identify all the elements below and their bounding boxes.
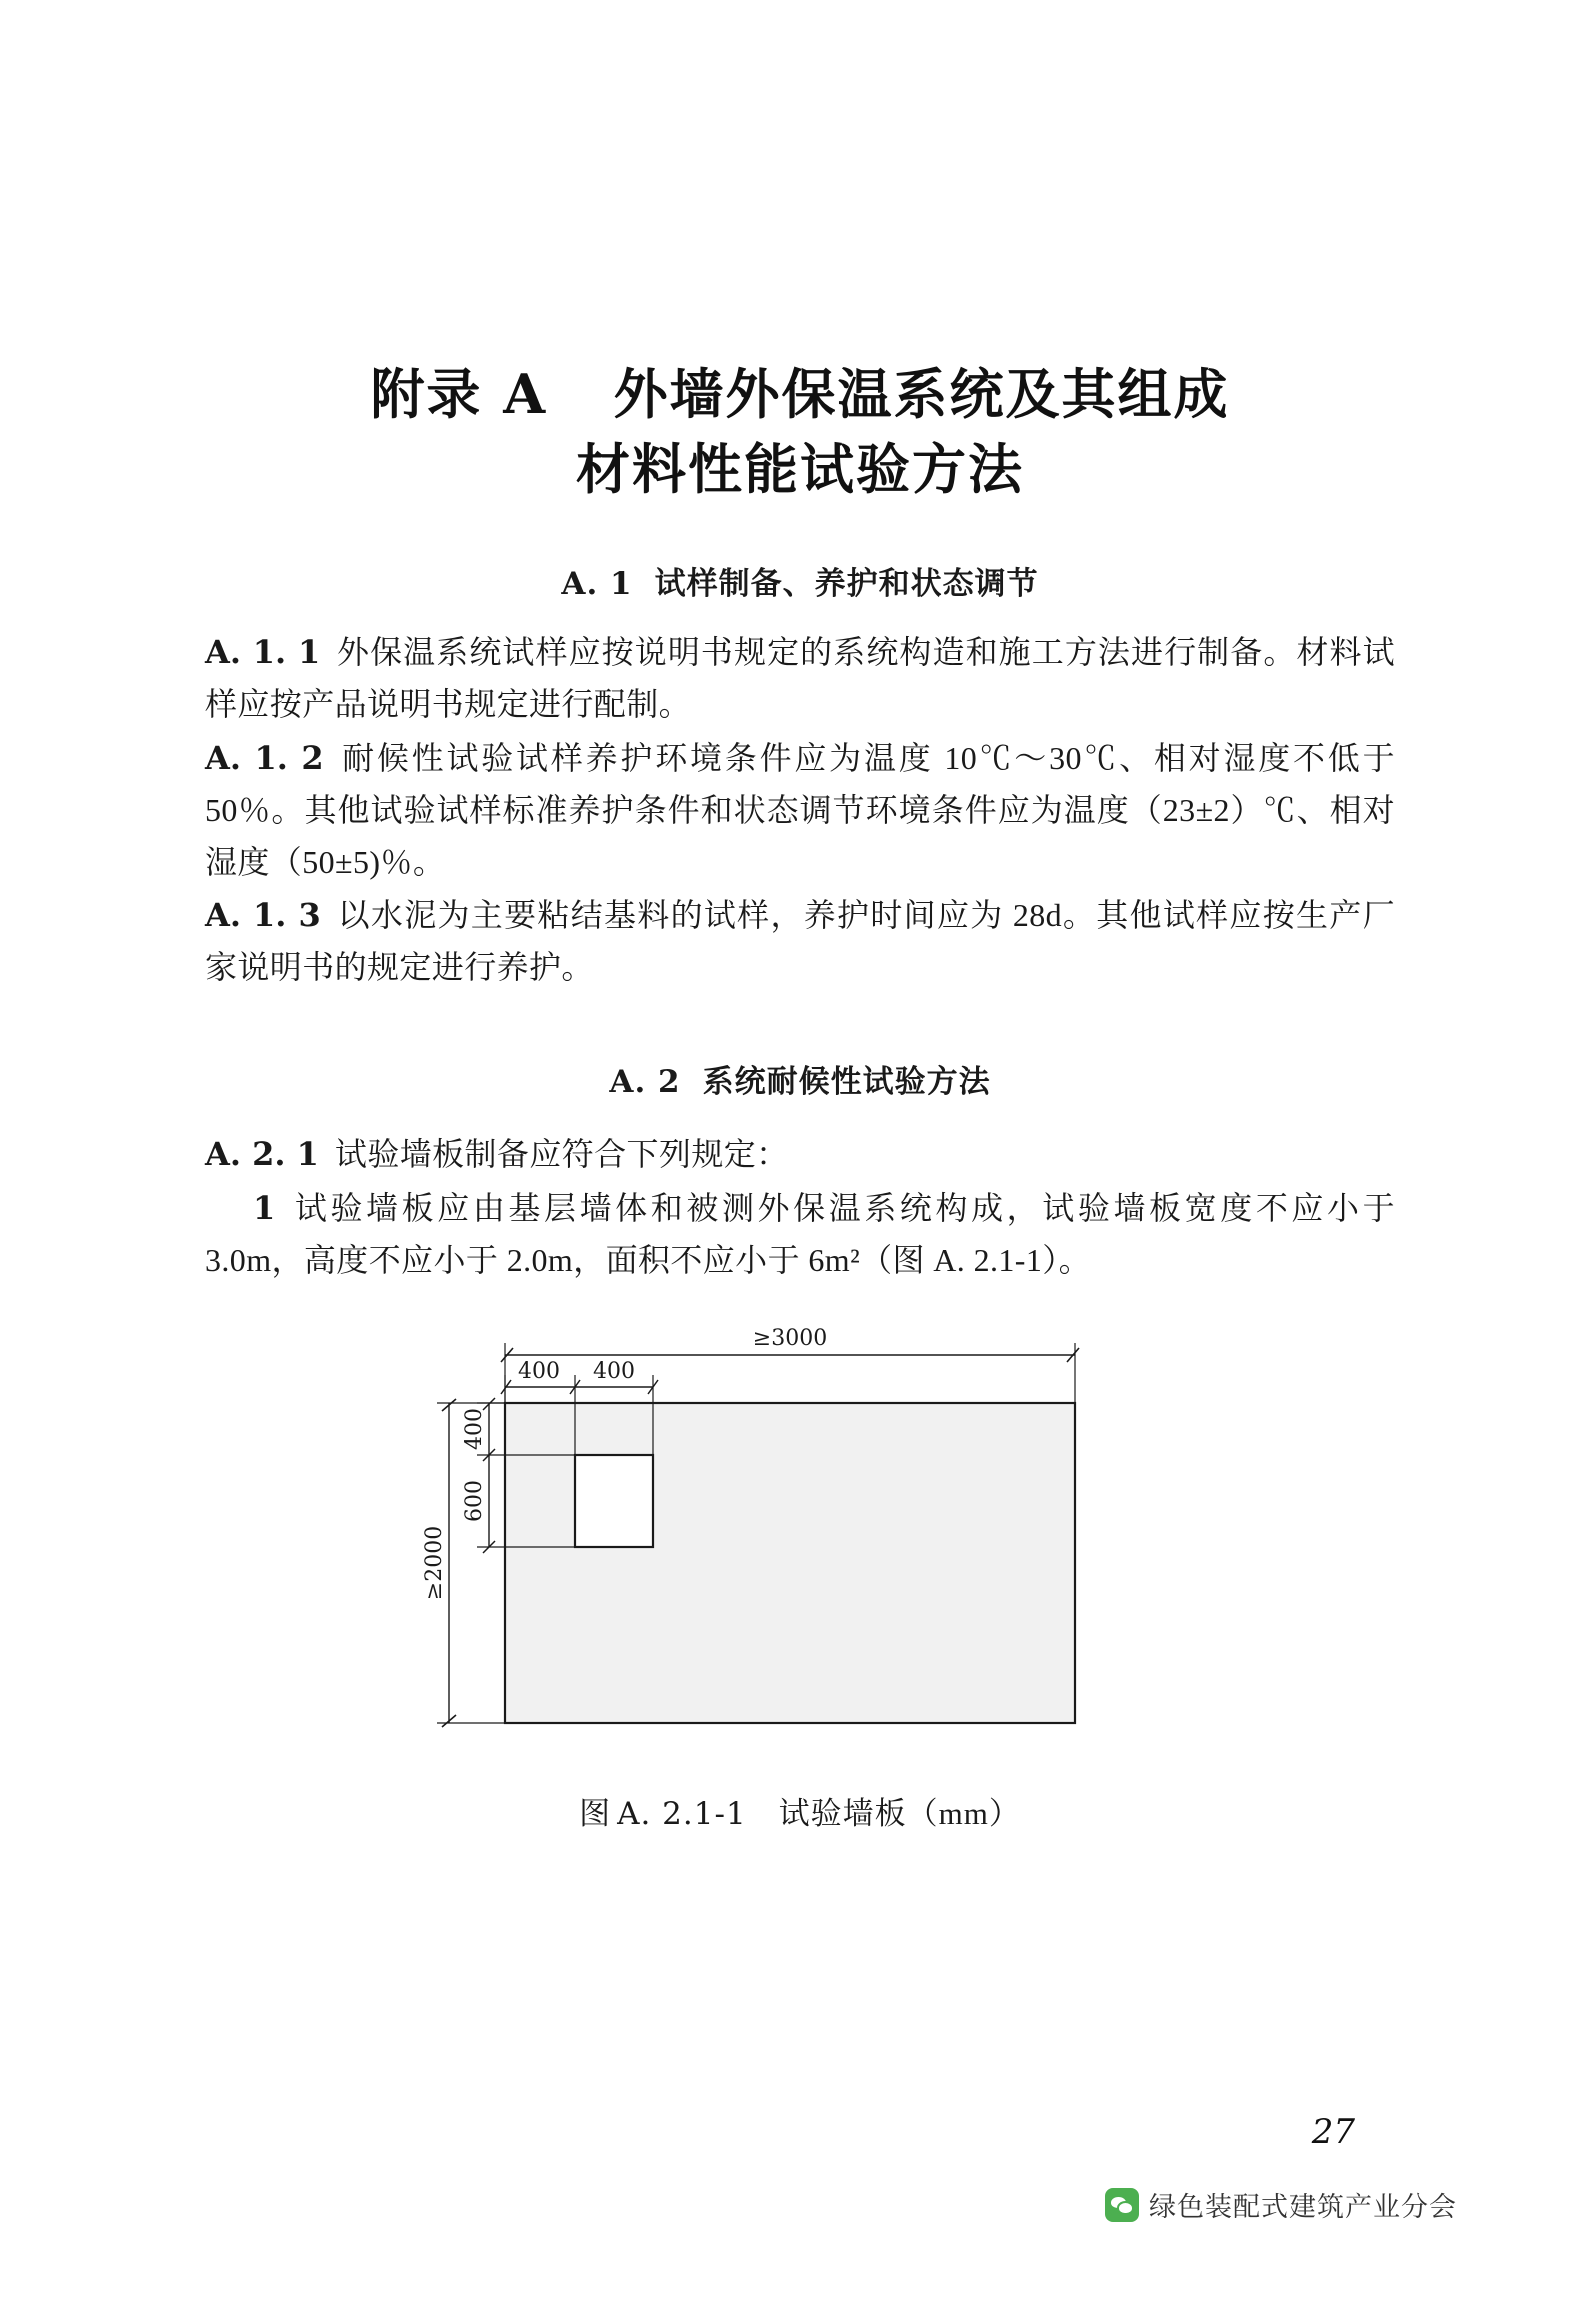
figure-drawing [205, 1315, 1395, 1765]
title-line2: 材料性能试验方法 [576, 437, 1024, 502]
clause-number: A. 2. 1 [205, 1135, 319, 1174]
page-number: 27 [1311, 2112, 1355, 2152]
page-content [205, 360, 1395, 1832]
clause-number: A. 1. 3 [205, 896, 321, 935]
caption-label: 试验墙板（mm） [778, 1795, 1021, 1831]
section-number: A. 1 [561, 566, 633, 603]
title-line1-rest: 外墙外保温系统及其组成 [613, 362, 1230, 426]
section-label: 系统耐候性试验方法 [702, 1064, 991, 1101]
clause-number: A. 1. 2 [205, 738, 324, 777]
paragraph-a-2-1 [205, 1129, 1395, 1181]
section-heading-a1 [205, 558, 1395, 603]
item-text: 试验墙板应由基层墙体和被测外保温系统构成，试验墙板宽度不应小于 3.0m，高度不应小于 2.0m，面积不应小于 6m²（图 A. 2.1-1）。 [205, 1189, 1395, 1278]
wall-panel-outline [505, 1403, 1075, 1723]
dim-label-top-b: 400 [593, 1358, 635, 1384]
caption-prefix: 图 [579, 1795, 612, 1831]
section-heading-a2 [205, 1056, 1395, 1101]
wechat-icon [1105, 2188, 1139, 2222]
paragraph-a-1-2 [205, 733, 1395, 888]
footer-stamp [1105, 2185, 1457, 2224]
title-appendix-letter: A [503, 362, 552, 426]
paragraph-a-1-1 [205, 627, 1395, 731]
clause-text: 耐候性试验试样养护环境条件应为温度 10℃～30℃、相对湿度不低于 50％。其他试验试样标准养护条件和状态调节环境条件应为温度（23±2）℃、相对湿度（50±5)％。 [205, 739, 1395, 880]
section-label: 试样制备、养护和状态调节 [654, 566, 1039, 603]
section-number: A. 2 [609, 1064, 681, 1101]
dim-label-left-a: 400 [462, 1407, 487, 1450]
dim-label-left-b: 600 [462, 1479, 487, 1522]
caption-number: A. 2.1-1 [617, 1795, 747, 1832]
figure-caption [205, 1788, 1395, 1833]
clause-text: 试验墙板制备应符合下列规定： [334, 1136, 789, 1173]
dim-label-top-a: 400 [518, 1358, 560, 1384]
wall-opening-outline [575, 1455, 653, 1547]
dim-label-overall-height: ≥2000 [422, 1525, 447, 1600]
dim-label-overall-width: ≥3000 [752, 1325, 828, 1351]
item-number: 1 [253, 1188, 276, 1227]
paragraph-a-1-3 [205, 890, 1395, 994]
figure-test-wall-panel [205, 1315, 1395, 1832]
page-title [205, 360, 1395, 504]
title-prefix: 附录 [370, 362, 483, 426]
footer-stamp-label: 绿色装配式建筑产业分会 [1149, 2192, 1457, 2223]
paragraph-a-2-1-item-1 [205, 1183, 1395, 1287]
clause-text: 外保温系统试样应按说明书规定的系统构造和施工方法进行制备。材料试样应按产品说明书规定进行配制。 [205, 634, 1395, 723]
clause-text: 以水泥为主要粘结基料的试样，养护时间应为 28d。其他试样应按生产厂家说明书的规定进行养护。 [205, 897, 1395, 986]
clause-number: A. 1. 1 [205, 633, 321, 672]
